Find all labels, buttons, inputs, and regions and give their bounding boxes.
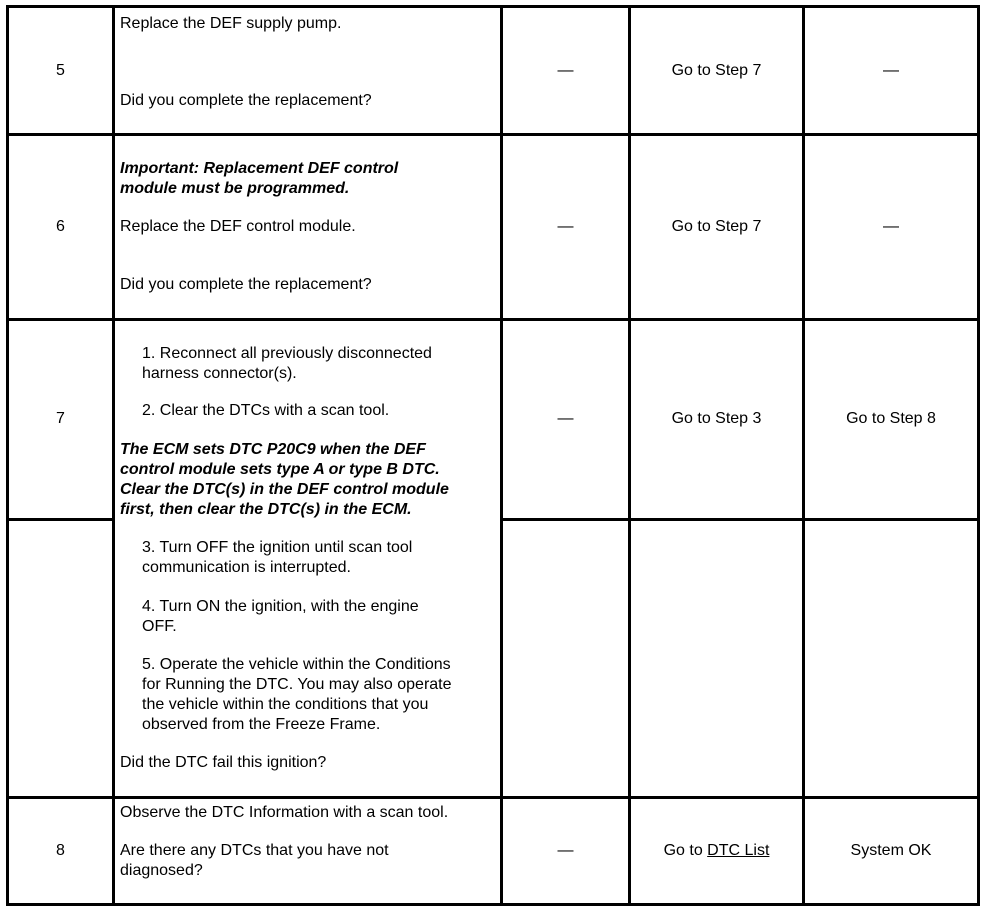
action-text: Replace the DEF control module. xyxy=(120,218,356,235)
yes-cell: Go to Step 7 xyxy=(671,218,762,235)
list-item: communication is interrupted. xyxy=(142,559,351,576)
yes-cell: Go to Step 3 xyxy=(671,410,762,427)
list-item: OFF. xyxy=(142,618,177,635)
action-question: Did you complete the replacement? xyxy=(120,92,372,109)
table-border-top xyxy=(6,5,980,8)
list-item: 1. Reconnect all previously disconnected xyxy=(142,345,432,362)
important-note: Important: Replacement DEF control xyxy=(120,160,399,177)
values-cell: — xyxy=(557,218,574,235)
column-divider xyxy=(628,5,631,906)
action-question: Are there any DTCs that you have not xyxy=(120,842,389,859)
table-border-left xyxy=(6,5,9,906)
values-cell: — xyxy=(557,410,574,427)
row-divider xyxy=(502,518,980,521)
action-question: Did you complete the replacement? xyxy=(120,276,372,293)
action-question: Did the DTC fail this ignition? xyxy=(120,754,327,771)
row-divider xyxy=(6,133,980,136)
step-number: 5 xyxy=(56,62,65,79)
column-divider xyxy=(112,5,115,906)
list-item: 3. Turn OFF the ignition until scan tool xyxy=(142,539,413,556)
note-text: first, then clear the DTC(s) in the ECM. xyxy=(120,501,412,518)
list-item: harness connector(s). xyxy=(142,365,297,382)
table-border-right xyxy=(977,5,980,906)
dtc-list-link[interactable]: DTC List xyxy=(707,842,770,859)
list-item: 4. Turn ON the ignition, with the engine xyxy=(142,598,419,615)
no-cell: — xyxy=(883,62,899,79)
list-item: for Running the DTC. You may also operate xyxy=(142,676,452,693)
action-text: Observe the DTC Information with a scan tool. xyxy=(120,804,449,821)
list-item: observed from the Freeze Frame. xyxy=(142,716,381,733)
step-number: 7 xyxy=(56,410,65,427)
yes-cell xyxy=(631,841,802,861)
column-divider xyxy=(802,5,805,906)
list-item: 2. Clear the DTCs with a scan tool. xyxy=(142,402,390,419)
important-note: module must be programmed. xyxy=(120,180,350,197)
values-cell: — xyxy=(557,62,574,79)
action-text: Replace the DEF supply pump. xyxy=(120,15,342,32)
note-text: control module sets type A or type B DTC. xyxy=(120,461,440,478)
note-text: The ECM sets DTC P20C9 when the DEF xyxy=(120,441,426,458)
no-cell: Go to Step 8 xyxy=(846,410,936,427)
action-question: diagnosed? xyxy=(120,862,203,879)
list-item: the vehicle within the conditions that you xyxy=(142,696,429,713)
yes-prefix: Go to xyxy=(663,842,708,859)
row-divider xyxy=(6,518,114,521)
row-divider xyxy=(6,318,980,321)
row-divider xyxy=(6,796,980,799)
note-text: Clear the DTC(s) in the DEF control module xyxy=(120,481,449,498)
yes-cell: Go to Step 7 xyxy=(671,62,762,79)
step-number: 6 xyxy=(56,218,65,235)
table-border-bottom xyxy=(6,903,980,906)
no-cell: System OK xyxy=(850,842,932,859)
no-cell: — xyxy=(883,218,899,235)
values-cell: — xyxy=(557,842,574,859)
column-divider xyxy=(500,5,503,906)
list-item: 5. Operate the vehicle within the Conditions xyxy=(142,656,451,673)
step-number: 8 xyxy=(56,842,65,859)
